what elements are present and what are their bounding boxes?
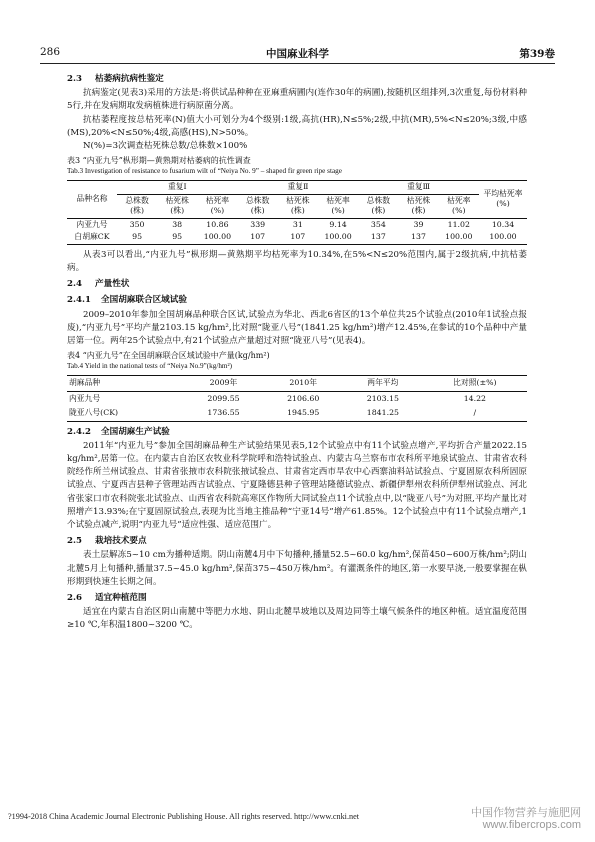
table4 bbox=[67, 375, 527, 422]
section-number: 2.4.2 bbox=[67, 426, 91, 437]
paragraph: 适宜在内蒙古自治区阴山南麓中等肥力水地、阴山北麓旱坡地以及周边同等土壤气候条件的地区种植。适宜温度范围≥10 ℃,年积温1800~3200 ℃。 bbox=[67, 607, 527, 631]
table-row bbox=[67, 218, 527, 231]
section-title: 栽培技术要点 bbox=[95, 536, 147, 547]
table-header-cell: 比对照(±%) bbox=[423, 376, 527, 392]
section-title: 全国胡麻联合区域试验 bbox=[101, 295, 187, 306]
table-header-cell: 枯死率(%) bbox=[318, 194, 358, 218]
table-cell: 1945.95 bbox=[287, 408, 320, 418]
site-watermark bbox=[471, 806, 581, 832]
table-cell: 2106.60 bbox=[287, 393, 320, 403]
formula: N(%)=3次调查枯死株总数/总株数×100% bbox=[83, 141, 248, 152]
table-cell: / bbox=[473, 408, 477, 418]
table4-caption-en: Tab.4 Yield in the national tests of “Neiya No.9”(kg/hm²) bbox=[67, 362, 233, 371]
table-cell: 39 bbox=[413, 219, 424, 229]
table3 bbox=[67, 180, 527, 245]
table-cell: 100.00 bbox=[203, 232, 232, 242]
section-heading-2-4-2 bbox=[67, 426, 527, 439]
table-cell: 1736.55 bbox=[207, 408, 240, 418]
section-title: 适宜种植范围 bbox=[95, 593, 147, 604]
table-cell: 10.86 bbox=[206, 219, 229, 229]
section-heading-2-3 bbox=[67, 73, 527, 86]
article-body bbox=[67, 70, 527, 633]
table-cell: 陇亚八号(CK) bbox=[69, 408, 119, 418]
table-header-cell: 枯死株(株) bbox=[157, 194, 197, 218]
section-number: 2.6 bbox=[67, 593, 82, 604]
section-number: 2.3 bbox=[67, 74, 82, 84]
paragraph: 抗病鉴定(见表3)采用的方法是:将供试品种种在亚麻重病圃内(连作30年的病圃),按随机区组排列,3次重复,每份材料种5行,并在发病期取发病植株进行病原菌分离。 bbox=[67, 88, 527, 112]
table-cell: 354 bbox=[370, 219, 386, 229]
section-number: 2.4 bbox=[67, 279, 82, 290]
table-cell: 31 bbox=[292, 219, 303, 229]
table-cell: 137 bbox=[370, 232, 386, 242]
section-number: 2.5 bbox=[67, 536, 82, 547]
section-title: 全国胡麻生产试验 bbox=[101, 426, 170, 437]
table3-caption-cn: 表3 “内亚九号”枞形期—黄熟期对枯萎病的抗性调查 bbox=[67, 156, 251, 166]
section-title: 枯萎病抗病性鉴定 bbox=[95, 74, 164, 84]
table-cell: 107 bbox=[250, 232, 266, 242]
table-cell: 350 bbox=[129, 219, 145, 229]
section-number: 2.4.1 bbox=[67, 295, 91, 306]
table-header-cell: 枯死株(株) bbox=[398, 194, 438, 218]
table-row bbox=[67, 406, 527, 421]
table-header-cell: 2009年 bbox=[184, 376, 264, 392]
table-cell: 内亚九号 bbox=[76, 219, 108, 229]
table-cell: 100.00 bbox=[445, 232, 473, 242]
table-header-cell: 重复Ⅲ bbox=[358, 181, 479, 195]
table-cell: 11.02 bbox=[447, 219, 470, 229]
table-row bbox=[67, 231, 527, 244]
table-cell: 10.34 bbox=[491, 219, 515, 229]
section-heading-2-4 bbox=[67, 278, 527, 291]
table-cell: 14.22 bbox=[463, 393, 487, 403]
table-header-cell: 重复Ⅱ bbox=[238, 181, 359, 195]
volume-label: 第39卷 bbox=[519, 48, 555, 60]
table-cell: 100.00 bbox=[324, 232, 352, 242]
table-header-cell: 两年平均 bbox=[343, 376, 423, 392]
section-heading-2-6 bbox=[67, 592, 527, 605]
table-cell: 9.14 bbox=[329, 219, 347, 229]
table-header-cell: 总株数(株) bbox=[117, 194, 157, 218]
paragraph: 从表3可以看出,“内亚九号”枞形期—黄熟期平均枯死率为10.34%,在5%<N≤20%范围内,属于2级抗病,中抗枯萎病。 bbox=[67, 249, 527, 273]
table-header-cell: 平均枯死率(%) bbox=[479, 181, 527, 219]
watermark-line1: 中国作物营养与施肥网 bbox=[471, 806, 581, 819]
table-cell: 95 bbox=[132, 232, 143, 242]
table-header-cell: 重复Ⅰ bbox=[117, 181, 238, 195]
paragraph: 抗枯萎程度按总枯死率(N)值大小可划分为4个级别:1级,高抗(HR),N≤5%;2级,中抗(MR),5%<N≤20%;3级,中感(MS),20%<N≤50%;4级,高感(HS),N>50%。 bbox=[67, 114, 527, 138]
table-cell: 2103.15 bbox=[366, 393, 399, 403]
paragraph: 2009–2010年参加全国胡麻品种联合区试,试验点为华北、西北6省区的13个单位共25个试验点(2010年1试验点报废),“内亚九号”平均产量2103.15 kg/hm²,比对照“陇亚八号”(1841.25 kg/hm²)增产12.45%,在参试的10个品种中产量居第一位。两年25个试验点中,有21个试验点产量超过对照“陇亚八号”(见表4)。 bbox=[67, 309, 527, 346]
table-header-cell: 总株数(株) bbox=[238, 194, 278, 218]
table-cell: 107 bbox=[290, 232, 306, 242]
table-header-cell: 枯死率(%) bbox=[439, 194, 479, 218]
table-header-cell: 枯死株(株) bbox=[278, 194, 318, 218]
section-title: 产量性状 bbox=[95, 279, 130, 290]
table-cell: 339 bbox=[250, 219, 266, 229]
table-cell: 1841.25 bbox=[366, 408, 399, 418]
table-cell: 白胡麻CK bbox=[74, 232, 110, 242]
table3-caption-en: Tab.3 Investigation of resistance to fusarium wilt of “Neiya No. 9” – shaped fir green ripe stage bbox=[67, 167, 342, 176]
copyright-footer: ?1994-2018 China Academic Journal Electronic Publishing House. All rights reserved. http://www.cnki.net bbox=[8, 812, 360, 821]
table-cell: 38 bbox=[172, 219, 183, 229]
page-number: 286 bbox=[40, 46, 61, 58]
section-heading-2-4-1 bbox=[67, 294, 527, 307]
table4-caption-cn: 表4 “内亚九号”在全国胡麻联合区域试验中产量(kg/hm²) bbox=[67, 351, 270, 361]
table-cell: 95 bbox=[172, 232, 183, 242]
section-heading-2-5 bbox=[67, 535, 527, 548]
table-cell: 内亚九号 bbox=[69, 393, 101, 403]
table-header-cell: 品种名称 bbox=[67, 181, 117, 219]
table-row bbox=[67, 391, 527, 406]
paragraph: 表土层解冻5~10 cm为播种适期。阴山南麓4月中下旬播种,播量52.5~60.0 kg/hm²,保苗450~600万株/hm²;阴山北麓5月上旬播种,播量37.5~45.0 kg/hm²,保苗375~450万株/hm²。有灌溉条件的地区,第一水要早浇,一般要掌握在枞形期到快速生长期之间。 bbox=[67, 550, 527, 587]
running-header bbox=[40, 46, 555, 62]
table-cell: 137 bbox=[411, 232, 426, 242]
table-header-cell: 总株数(株) bbox=[358, 194, 398, 218]
watermark-line2: www.fibercrops.com bbox=[482, 819, 581, 831]
table-header-cell: 胡麻品种 bbox=[67, 376, 184, 392]
table-cell: 100.00 bbox=[489, 232, 517, 242]
header-rule bbox=[40, 63, 555, 64]
table-header-cell: 2010年 bbox=[263, 376, 343, 392]
paragraph: 2011年“内亚九号”参加全国胡麻品种生产试验结果见表5,12个试验点中有11个试验点增产,平均折合产量2022.15 kg/hm²,居第一位。在内蒙古自治区农牧业科学院呼和浩特试验点、内蒙古乌兰察布市农科所平地泉试验点、甘肃省农科院经作所兰州试验点、甘肃省张掖市农科院张掖试验点、甘肃省定西市旱农中心西寨油料站试验点、宁夏固原农科所固原试验点、宁夏西吉县种子管理站西吉试验点、宁夏隆德县种子管理站隆德试验点、新疆伊犁州农科所伊犁州试验点、河北省张家口市农科院张北试验点、山西省农科院高寒区作物所大同试验点11个试验点中,以“陇亚八号”为对照,平均产量比对照增产13.93%;在宁夏固原试验点,表现为比当地主推品种“宁亚14号”增产61.85%。12个试验点中有11个试验点增产,1个试验点减产,说明“内亚九号”适应性强、适应范围广。 bbox=[67, 440, 527, 531]
table-header-cell: 枯死率(%) bbox=[197, 194, 237, 218]
journal-title: 中国麻业科学 bbox=[266, 48, 329, 60]
table-cell: 2099.55 bbox=[207, 393, 240, 403]
